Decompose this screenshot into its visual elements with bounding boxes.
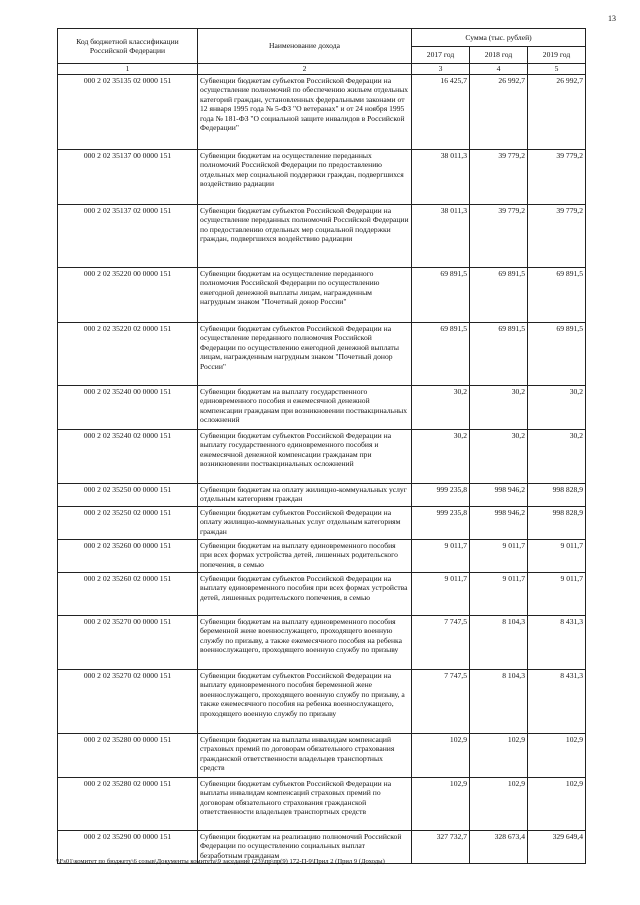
row-value-2018: 8 104,3 (470, 670, 528, 734)
table-row (58, 734, 586, 778)
row-name: Субвенции бюджетам на выплату единовременного пособия беременной жене военнослужащего, проходящего военную службу по призыву, а также ежемесячного пособия на ребенка военнослужащего, проходящего военную службу по призыву (198, 616, 412, 670)
row-value-2018: 9 011,7 (470, 540, 528, 573)
table-row (58, 778, 586, 831)
row-value-2018: 30,2 (470, 430, 528, 484)
header-sum: Сумма (тыс. рублей) (412, 29, 586, 47)
row-value-2018: 998 946,2 (470, 484, 528, 507)
header-name: Наименование дохода (198, 29, 412, 64)
row-value-2017: 7 747,5 (412, 616, 470, 670)
row-name: Субвенции бюджетам субъектов Российской Федерации на выплату единовременного пособия при всех формах устройства детей, лишенных родительского попечения, в семью (198, 573, 412, 616)
row-name: Субвенции бюджетам субъектов Российской Федерации на выплату единовременного пособия беременной жене военнослужащего, проходящего военную службу по призыву, а также ежемесячного пособия на ребенка военнослужащего, проходящего военную службу по призыву (198, 670, 412, 734)
table-row (58, 670, 586, 734)
row-code: 000 2 02 35290 00 0000 151 (58, 831, 198, 864)
column-index: 3 (412, 64, 470, 75)
row-code: 000 2 02 35135 02 0000 151 (58, 75, 198, 150)
row-code: 000 2 02 35240 00 0000 151 (58, 386, 198, 430)
row-value-2017: 38 011,3 (412, 150, 470, 205)
row-value-2019: 8 431,3 (528, 670, 586, 734)
row-value-2017: 7 747,5 (412, 670, 470, 734)
row-value-2018: 39 779,2 (470, 205, 528, 268)
row-value-2017: 69 891,5 (412, 268, 470, 323)
row-code: 000 2 02 35220 02 0000 151 (58, 323, 198, 386)
row-name: Субвенции бюджетам на выплату единовременного пособия при всех формах устройства детей, лишенных родительского попечения, в семью (198, 540, 412, 573)
header-code: Код бюджетной классификации Российской Федерации (58, 29, 198, 64)
row-value-2017: 999 235,8 (412, 507, 470, 540)
row-code: 000 2 02 35250 00 0000 151 (58, 484, 198, 507)
row-value-2019: 69 891,5 (528, 268, 586, 323)
row-value-2019: 30,2 (528, 430, 586, 484)
row-code: 000 2 02 35240 02 0000 151 (58, 430, 198, 484)
row-name: Субвенции бюджетам на оплату жилищно-коммунальных услуг отдельным категориям граждан (198, 484, 412, 507)
row-name: Субвенции бюджетам субъектов Российской Федерации на выплату государственного единовременного пособия и ежемесячной денежной компенсации гражданам при возникновении поствакцинальных осложнений (198, 430, 412, 484)
row-value-2017: 9 011,7 (412, 540, 470, 573)
table-row (58, 205, 586, 268)
header-year-2018: 2018 год (470, 46, 528, 64)
row-value-2018: 69 891,5 (470, 323, 528, 386)
row-value-2019: 998 828,9 (528, 484, 586, 507)
table-row (58, 430, 586, 484)
table-row (58, 323, 586, 386)
table-row (58, 616, 586, 670)
page-number: 13 (608, 14, 616, 23)
row-value-2019: 8 431,3 (528, 616, 586, 670)
table-row (58, 268, 586, 323)
row-value-2017: 999 235,8 (412, 484, 470, 507)
row-name: Субвенции бюджетам субъектов Российской Федерации на осуществление переданных полномочий Российской Федерации по предоставлению отдельных мер социальной поддержки граждан, подвергшихся воздействию радиации (198, 205, 412, 268)
row-value-2017: 327 732,7 (412, 831, 470, 864)
table-row (58, 484, 586, 507)
row-name: Субвенции бюджетам субъектов Российской Федерации на осуществление переданного полномочия Российской Федерации по осуществлению ежегодной денежной выплаты лицам, награжденным нагрудным знаком "Почетный донор России" (198, 323, 412, 386)
revenue-table (57, 28, 586, 864)
row-value-2018: 69 891,5 (470, 268, 528, 323)
row-value-2018: 8 104,3 (470, 616, 528, 670)
row-value-2017: 102,9 (412, 778, 470, 831)
row-value-2019: 69 891,5 (528, 323, 586, 386)
row-value-2019: 998 828,9 (528, 507, 586, 540)
row-value-2019: 30,2 (528, 386, 586, 430)
column-index: 5 (528, 64, 586, 75)
row-name: Субвенции бюджетам на реализацию полномочий Российской Федерации по осуществлению социальных выплат безработным гражданам (198, 831, 412, 864)
row-value-2018: 30,2 (470, 386, 528, 430)
table-row (58, 540, 586, 573)
row-value-2017: 38 011,3 (412, 205, 470, 268)
table-row (58, 573, 586, 616)
row-value-2018: 102,9 (470, 734, 528, 778)
row-value-2019: 9 011,7 (528, 540, 586, 573)
row-value-2019: 39 779,2 (528, 205, 586, 268)
row-value-2019: 9 011,7 (528, 573, 586, 616)
row-code: 000 2 02 35280 02 0000 151 (58, 778, 198, 831)
table-row (58, 75, 586, 150)
row-name: Субвенции бюджетам субъектов Российской Федерации на оплату жилищно-коммунальных услуг отдельным категориям граждан (198, 507, 412, 540)
row-value-2018: 39 779,2 (470, 150, 528, 205)
row-code: 000 2 02 35280 00 0000 151 (58, 734, 198, 778)
column-index: 2 (198, 64, 412, 75)
row-name: Субвенции бюджетам субъектов Российской Федерации на осуществление полномочий по обеспечению жильем отдельных категорий граждан, установленных федеральными законами от 12 января 1995 года № 5-ФЗ "О ветеранах" и от 24 ноября 1995 года № 181-ФЗ "О социальной защите инвалидов в Российской Федерации" (198, 75, 412, 150)
table-row (58, 386, 586, 430)
row-name: Субвенции бюджетам на осуществление переданного полномочия Российской Федерации по осуществлению ежегодной денежной выплаты лицам, награжденным нагрудным знаком "Почетный донор России" (198, 268, 412, 323)
column-index: 4 (470, 64, 528, 75)
row-name: Субвенции бюджетам на выплату государственного единовременного пособия и ежемесячной денежной компенсации гражданам при возникновении поствакцинальных осложнений (198, 386, 412, 430)
row-value-2018: 328 673,4 (470, 831, 528, 864)
row-name: Субвенции бюджетам на выплаты инвалидам компенсаций страховых премий по договорам обязательного страхования гражданской ответственности владельцев транспортных средств (198, 734, 412, 778)
row-code: 000 2 02 35260 02 0000 151 (58, 573, 198, 616)
row-code: 000 2 02 35270 02 0000 151 (58, 670, 198, 734)
row-code: 000 2 02 35270 00 0000 151 (58, 616, 198, 670)
row-code: 000 2 02 35260 00 0000 151 (58, 540, 198, 573)
row-name: Субвенции бюджетам на осуществление переданных полномочий Российской Федерации по предоставлению отдельных мер социальной поддержки граждан, подвергшихся воздействию радиации (198, 150, 412, 205)
row-value-2019: 329 649,4 (528, 831, 586, 864)
row-value-2019: 39 779,2 (528, 150, 586, 205)
row-value-2019: 102,9 (528, 734, 586, 778)
row-value-2018: 998 946,2 (470, 507, 528, 540)
table-row (58, 150, 586, 205)
table-row (58, 507, 586, 540)
row-value-2017: 16 425,7 (412, 75, 470, 150)
row-name: Субвенции бюджетам субъектов Российской Федерации на выплаты инвалидам компенсаций страховых премий по договорам обязательного страхования гражданской ответственности владельцев транспортных средств (198, 778, 412, 831)
header-year-2019: 2019 год (528, 46, 586, 64)
row-value-2018: 9 011,7 (470, 573, 528, 616)
row-value-2019: 26 992,7 (528, 75, 586, 150)
row-value-2018: 26 992,7 (470, 75, 528, 150)
row-value-2019: 102,9 (528, 778, 586, 831)
row-code: 000 2 02 35250 02 0000 151 (58, 507, 198, 540)
row-value-2017: 102,9 (412, 734, 470, 778)
row-value-2018: 102,9 (470, 778, 528, 831)
row-value-2017: 30,2 (412, 430, 470, 484)
row-code: 000 2 02 35137 02 0000 151 (58, 205, 198, 268)
row-code: 000 2 02 35220 00 0000 151 (58, 268, 198, 323)
header-year-2017: 2017 год (412, 46, 470, 64)
file-path-footer: \\Fs01\комитет по бюджету\6 созыв\Документы комитета\9 заседание (23)\пр\пр(9) 172-П-9\Прил 2 (Прил 9 (Доходы) (56, 858, 385, 865)
row-value-2017: 30,2 (412, 386, 470, 430)
row-code: 000 2 02 35137 00 0000 151 (58, 150, 198, 205)
row-value-2017: 9 011,7 (412, 573, 470, 616)
column-index: 1 (58, 64, 198, 75)
row-value-2017: 69 891,5 (412, 323, 470, 386)
